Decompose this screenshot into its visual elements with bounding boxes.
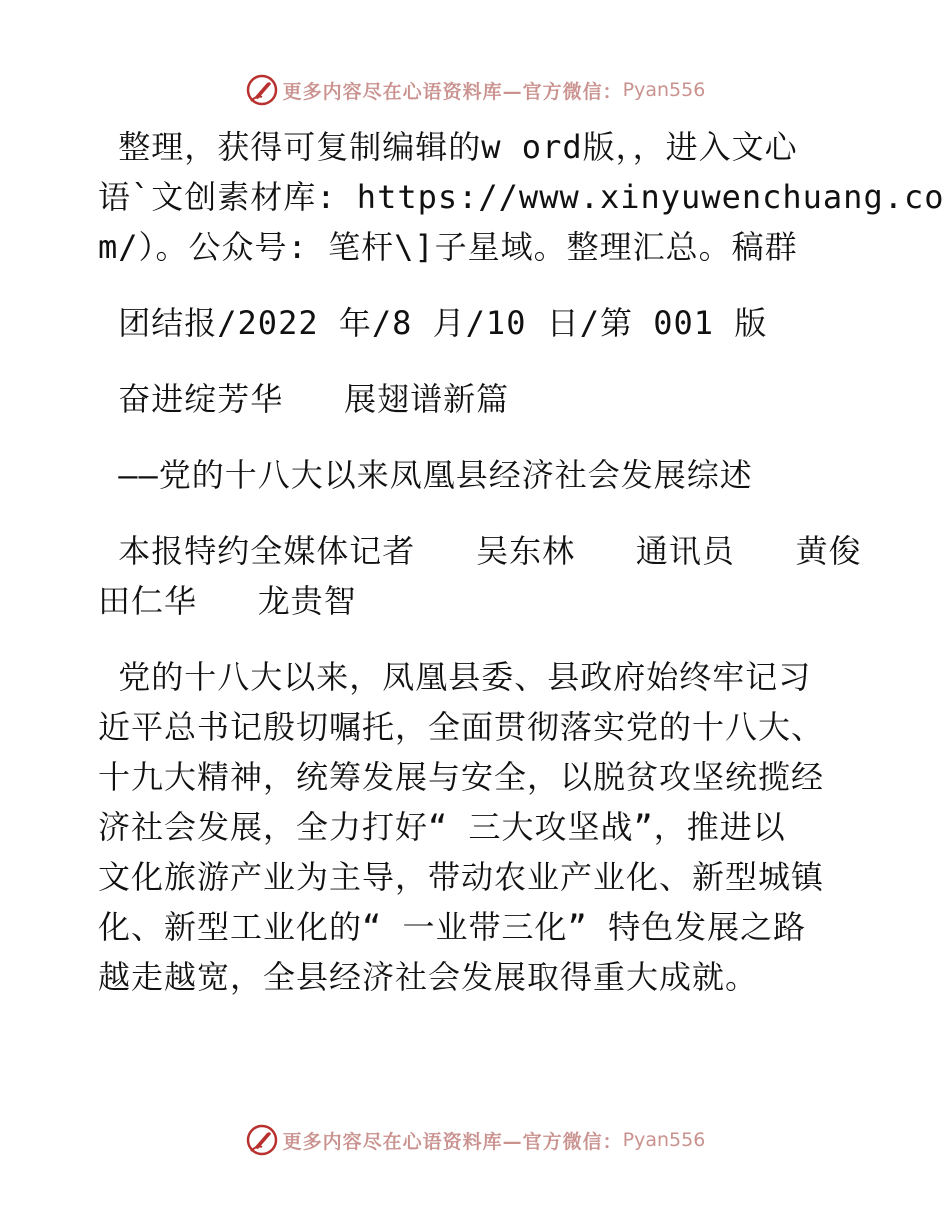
body-line: 文化旅游产业为主导，带动农业产业化、新型城镇	[98, 858, 825, 896]
intro-line: m/）。公众号: 笔杆\]子星域。整理汇总。稿群	[98, 228, 798, 266]
intro-paragraph	[98, 122, 945, 272]
watermark-banner-bottom	[0, 1120, 950, 1160]
byline	[98, 526, 862, 626]
document-body	[98, 122, 945, 1002]
body-line: 化、新型工业化的“ 一业带三化” 特色发展之路	[98, 908, 807, 946]
subheadline: ——党的十八大以来凤凰县经济社会发展综述	[98, 456, 753, 494]
intro-line: 整理，获得可复制编辑的w ord版，，进入文心	[98, 128, 798, 166]
headline: 奋进绽芳华 展翅谱新篇	[98, 380, 510, 418]
watermark-wechat-id: Pyan556	[622, 79, 706, 101]
byline-line: 田仁华 龙贵智	[98, 582, 357, 620]
watermark-slogan: 更多内容尽在心语资料库—官方微信：	[282, 80, 623, 103]
watermark-banner-top	[0, 70, 950, 110]
quill-logo-icon	[245, 1123, 279, 1157]
body-line: 十九大精神，统筹发展与安全，以脱贫攻坚统揽经	[98, 758, 825, 796]
intro-line: 语`文创素材库: https://www.xinyuwenchuang.co	[98, 178, 945, 216]
body-paragraph	[98, 652, 858, 1002]
body-line: 越走越宽，全县经济社会发展取得重大成就。	[98, 958, 759, 996]
quill-logo-icon	[245, 73, 279, 107]
watermark-slogan: 更多内容尽在心语资料库—官方微信：	[282, 1130, 623, 1153]
body-line: 济社会发展，全力打好“ 三大攻坚战”，推进以	[98, 808, 786, 846]
body-line: 近平总书记殷切嘱托，全面贯彻落实党的十八大、	[98, 708, 825, 746]
dateline: 团结报/2022 年/8 月/10 日/第 001 版	[98, 304, 768, 342]
body-line: 党的十八大以来，凤凰县委、县政府始终牢记习	[98, 658, 812, 696]
byline-line: 本报特约全媒体记者 吴东林 通讯员 黄俊	[98, 532, 862, 570]
watermark-wechat-id: Pyan556	[622, 1129, 706, 1151]
